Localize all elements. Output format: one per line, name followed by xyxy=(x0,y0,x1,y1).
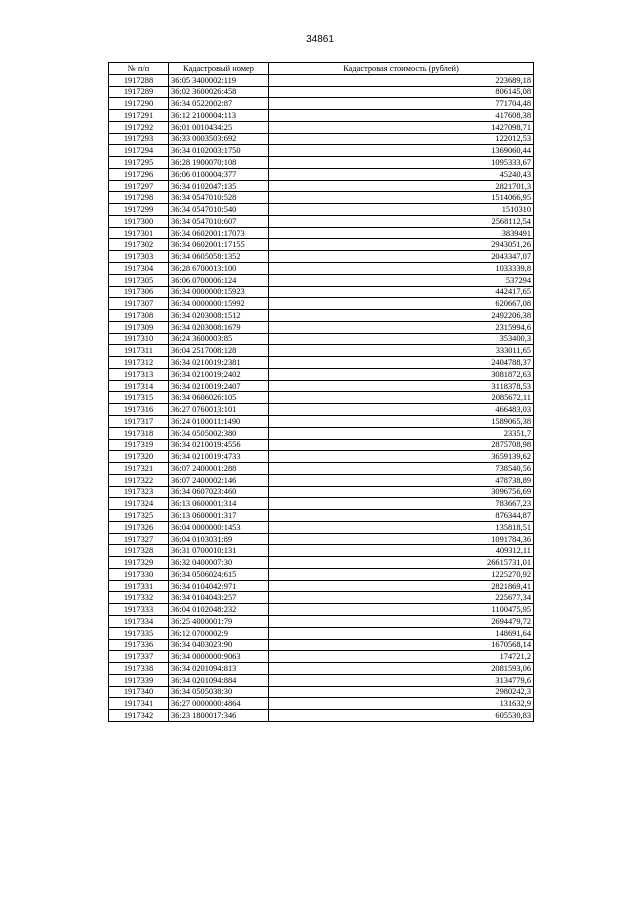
row-number-cell: 1917305 xyxy=(109,274,169,286)
row-number-cell: 1917317 xyxy=(109,415,169,427)
cadastral-value-cell: 605530,83 xyxy=(269,710,534,722)
page-number: 34861 xyxy=(306,34,334,45)
table-row xyxy=(109,686,534,698)
cadastral-number-cell: 36:34 0201094:884 xyxy=(169,674,269,686)
cadastral-number-cell: 36:34 0505002:380 xyxy=(169,427,269,439)
cadastral-number-cell: 36:24 0100011:1490 xyxy=(169,415,269,427)
cadastral-value-cell: 1670568,14 xyxy=(269,639,534,651)
table-row xyxy=(109,663,534,675)
cadastral-number-cell: 36:04 0103031:89 xyxy=(169,533,269,545)
table-row xyxy=(109,557,534,569)
table-row xyxy=(109,439,534,451)
table-row xyxy=(109,274,534,286)
cadastral-value-cell: 1095333,67 xyxy=(269,157,534,169)
row-number-cell: 1917288 xyxy=(109,74,169,86)
row-number-cell: 1917330 xyxy=(109,568,169,580)
cadastral-value-cell: 442417,65 xyxy=(269,286,534,298)
cadastral-number-cell: 36:34 0607023:460 xyxy=(169,486,269,498)
cadastral-number-cell: 36:24 3600003:85 xyxy=(169,333,269,345)
table-row xyxy=(109,239,534,251)
row-number-cell: 1917315 xyxy=(109,392,169,404)
row-number-cell: 1917342 xyxy=(109,710,169,722)
row-number-cell: 1917321 xyxy=(109,463,169,475)
table-row xyxy=(109,333,534,345)
cadastral-number-cell: 36:23 1800017:346 xyxy=(169,710,269,722)
cadastral-number-cell: 36:12 2100004:113 xyxy=(169,110,269,122)
cadastral-value-cell: 45240,43 xyxy=(269,168,534,180)
row-number-cell: 1917301 xyxy=(109,227,169,239)
cadastral-value-cell: 876344,87 xyxy=(269,510,534,522)
cadastral-value-cell: 417608,38 xyxy=(269,110,534,122)
row-number-cell: 1917319 xyxy=(109,439,169,451)
table-row xyxy=(109,392,534,404)
cadastral-number-cell: 36:04 0102048:232 xyxy=(169,604,269,616)
cadastral-value-cell: 1427098,71 xyxy=(269,121,534,133)
cadastral-number-cell: 36:32 0400007:30 xyxy=(169,557,269,569)
header-cadastral-value: Кадастровая стоимость (рублей) xyxy=(269,63,534,75)
row-number-cell: 1917332 xyxy=(109,592,169,604)
row-number-cell: 1917325 xyxy=(109,510,169,522)
table-row xyxy=(109,310,534,322)
row-number-cell: 1917307 xyxy=(109,298,169,310)
cadastral-value-cell: 537294 xyxy=(269,274,534,286)
cadastral-value-cell: 26615731,01 xyxy=(269,557,534,569)
table-row xyxy=(109,74,534,86)
cadastral-value-cell: 771704,48 xyxy=(269,98,534,110)
cadastral-value-cell: 2085672,11 xyxy=(269,392,534,404)
row-number-cell: 1917297 xyxy=(109,180,169,192)
cadastral-number-cell: 36:34 0102003:1750 xyxy=(169,145,269,157)
table-row xyxy=(109,368,534,380)
cadastral-number-cell: 36:34 0104042:971 xyxy=(169,580,269,592)
cadastral-value-cell: 122012,53 xyxy=(269,133,534,145)
table-row xyxy=(109,357,534,369)
table-row xyxy=(109,651,534,663)
table-row xyxy=(109,121,534,133)
cadastral-number-cell: 36:34 0605058:1352 xyxy=(169,251,269,263)
table-row xyxy=(109,451,534,463)
row-number-cell: 1917328 xyxy=(109,545,169,557)
table-row xyxy=(109,545,534,557)
cadastral-value-cell: 2694479,72 xyxy=(269,615,534,627)
cadastral-value-cell: 2821869,41 xyxy=(269,580,534,592)
cadastral-number-cell: 36:25 4000001:79 xyxy=(169,615,269,627)
cadastral-value-cell: 1369060,44 xyxy=(269,145,534,157)
row-number-cell: 1917322 xyxy=(109,474,169,486)
table-row xyxy=(109,427,534,439)
row-number-cell: 1917339 xyxy=(109,674,169,686)
row-number-cell: 1917326 xyxy=(109,521,169,533)
table-row xyxy=(109,615,534,627)
cadastral-number-cell: 36:13 0600001:317 xyxy=(169,510,269,522)
cadastral-number-cell: 36:06 0100004:377 xyxy=(169,168,269,180)
cadastral-value-cell: 620667,08 xyxy=(269,298,534,310)
row-number-cell: 1917338 xyxy=(109,663,169,675)
row-number-cell: 1917327 xyxy=(109,533,169,545)
row-number-cell: 1917294 xyxy=(109,145,169,157)
cadastral-number-cell: 36:34 0000000:15923 xyxy=(169,286,269,298)
cadastral-number-cell: 36:34 0547010:528 xyxy=(169,192,269,204)
table-row xyxy=(109,698,534,710)
row-number-cell: 1917290 xyxy=(109,98,169,110)
cadastral-number-cell: 36:34 0000000:15992 xyxy=(169,298,269,310)
row-number-cell: 1917295 xyxy=(109,157,169,169)
table-row xyxy=(109,168,534,180)
cadastral-value-cell: 223689,18 xyxy=(269,74,534,86)
cadastral-value-cell: 2404788,37 xyxy=(269,357,534,369)
cadastral-number-cell: 36:04 2517008:128 xyxy=(169,345,269,357)
cadastral-number-cell: 36:27 0000000:4864 xyxy=(169,698,269,710)
table-row xyxy=(109,486,534,498)
cadastral-number-cell: 36:04 0000000:1453 xyxy=(169,521,269,533)
cadastral-number-cell: 36:13 0600001:314 xyxy=(169,498,269,510)
cadastral-value-cell: 1100475,95 xyxy=(269,604,534,616)
row-number-cell: 1917292 xyxy=(109,121,169,133)
cadastral-value-cell: 3659139,62 xyxy=(269,451,534,463)
table-row xyxy=(109,110,534,122)
cadastral-value-cell: 738540,56 xyxy=(269,463,534,475)
cadastral-value-cell: 225677,34 xyxy=(269,592,534,604)
cadastral-value-cell: 148691,64 xyxy=(269,627,534,639)
cadastral-number-cell: 36:34 0210019:4556 xyxy=(169,439,269,451)
row-number-cell: 1917289 xyxy=(109,86,169,98)
row-number-cell: 1917296 xyxy=(109,168,169,180)
row-number-cell: 1917300 xyxy=(109,215,169,227)
cadastral-value-cell: 1225270,92 xyxy=(269,568,534,580)
row-number-cell: 1917291 xyxy=(109,110,169,122)
table-row xyxy=(109,592,534,604)
cadastral-value-cell: 783667,23 xyxy=(269,498,534,510)
cadastral-value-cell: 2568112,54 xyxy=(269,215,534,227)
row-number-cell: 1917313 xyxy=(109,368,169,380)
cadastral-number-cell: 36:12 0700002:9 xyxy=(169,627,269,639)
cadastral-number-cell: 36:34 0505038:30 xyxy=(169,686,269,698)
table-row xyxy=(109,215,534,227)
row-number-cell: 1917308 xyxy=(109,310,169,322)
table-row xyxy=(109,145,534,157)
cadastral-value-cell: 2492206,38 xyxy=(269,310,534,322)
table-row xyxy=(109,286,534,298)
table-row xyxy=(109,180,534,192)
cadastral-value-cell: 2081593,06 xyxy=(269,663,534,675)
table-header-row xyxy=(109,63,534,75)
header-cadastral-number: Кадастровый номер xyxy=(169,63,269,75)
cadastral-number-cell: 36:34 0210019:2381 xyxy=(169,357,269,369)
cadastral-number-cell: 36:34 0547010:540 xyxy=(169,204,269,216)
cadastral-number-cell: 36:34 0201094:813 xyxy=(169,663,269,675)
table-row xyxy=(109,157,534,169)
row-number-cell: 1917324 xyxy=(109,498,169,510)
row-number-cell: 1917299 xyxy=(109,204,169,216)
row-number-cell: 1917320 xyxy=(109,451,169,463)
cadastral-value-cell: 1033339,8 xyxy=(269,263,534,275)
table-row xyxy=(109,568,534,580)
table-row xyxy=(109,510,534,522)
table-body xyxy=(109,74,534,721)
cadastral-value-cell: 3839491 xyxy=(269,227,534,239)
table-row xyxy=(109,710,534,722)
cadastral-number-cell: 36:31 0700010:131 xyxy=(169,545,269,557)
table-row xyxy=(109,639,534,651)
cadastral-number-cell: 36:28 1900070:108 xyxy=(169,157,269,169)
cadastral-number-cell: 36:07 2400001:288 xyxy=(169,463,269,475)
cadastral-value-cell: 806145,08 xyxy=(269,86,534,98)
table-row xyxy=(109,463,534,475)
cadastral-number-cell: 36:34 0203008:1512 xyxy=(169,310,269,322)
cadastral-number-cell: 36:34 0104043:257 xyxy=(169,592,269,604)
cadastral-number-cell: 36:06 0700006:124 xyxy=(169,274,269,286)
cadastral-number-cell: 36:07 2400002:146 xyxy=(169,474,269,486)
table-row xyxy=(109,580,534,592)
cadastral-number-cell: 36:34 0102047:135 xyxy=(169,180,269,192)
cadastral-number-cell: 36:34 0000000:9063 xyxy=(169,651,269,663)
table-row xyxy=(109,521,534,533)
cadastral-value-cell: 131632,9 xyxy=(269,698,534,710)
table-row xyxy=(109,604,534,616)
cadastral-value-cell: 353400,3 xyxy=(269,333,534,345)
cadastral-value-table xyxy=(108,62,534,722)
row-number-cell: 1917340 xyxy=(109,686,169,698)
cadastral-value-cell: 1510310 xyxy=(269,204,534,216)
cadastral-value-cell: 466483,03 xyxy=(269,404,534,416)
row-number-cell: 1917341 xyxy=(109,698,169,710)
row-number-cell: 1917293 xyxy=(109,133,169,145)
cadastral-value-cell: 2943051,26 xyxy=(269,239,534,251)
row-number-cell: 1917329 xyxy=(109,557,169,569)
cadastral-number-cell: 36:27 0760013:101 xyxy=(169,404,269,416)
table-row xyxy=(109,298,534,310)
table-row xyxy=(109,627,534,639)
row-number-cell: 1917335 xyxy=(109,627,169,639)
cadastral-number-cell: 36:34 0602001:17073 xyxy=(169,227,269,239)
row-number-cell: 1917303 xyxy=(109,251,169,263)
cadastral-value-cell: 2043347,07 xyxy=(269,251,534,263)
cadastral-number-cell: 36:28 6700013:100 xyxy=(169,263,269,275)
row-number-cell: 1917323 xyxy=(109,486,169,498)
cadastral-number-cell: 36:01 0010434:25 xyxy=(169,121,269,133)
table-row xyxy=(109,133,534,145)
row-number-cell: 1917318 xyxy=(109,427,169,439)
cadastral-value-cell: 2821701,3 xyxy=(269,180,534,192)
cadastral-value-cell: 174721,2 xyxy=(269,651,534,663)
row-number-cell: 1917333 xyxy=(109,604,169,616)
cadastral-value-cell: 3134779,6 xyxy=(269,674,534,686)
cadastral-number-cell: 36:34 0602001:17155 xyxy=(169,239,269,251)
table-row xyxy=(109,192,534,204)
header-row-number: № п/п xyxy=(109,63,169,75)
cadastral-value-cell: 1091784,36 xyxy=(269,533,534,545)
row-number-cell: 1917306 xyxy=(109,286,169,298)
cadastral-number-cell: 36:34 0203008:1679 xyxy=(169,321,269,333)
cadastral-number-cell: 36:34 0547010:607 xyxy=(169,215,269,227)
cadastral-value-cell: 3118378,53 xyxy=(269,380,534,392)
row-number-cell: 1917302 xyxy=(109,239,169,251)
table-row xyxy=(109,404,534,416)
row-number-cell: 1917298 xyxy=(109,192,169,204)
cadastral-number-cell: 36:05 3400002:119 xyxy=(169,74,269,86)
row-number-cell: 1917309 xyxy=(109,321,169,333)
table-row xyxy=(109,321,534,333)
row-number-cell: 1917304 xyxy=(109,263,169,275)
cadastral-value-cell: 135818,51 xyxy=(269,521,534,533)
cadastral-value-cell: 1589065,38 xyxy=(269,415,534,427)
row-number-cell: 1917311 xyxy=(109,345,169,357)
cadastral-number-cell: 36:34 0522002:87 xyxy=(169,98,269,110)
cadastral-number-cell: 36:34 0606026:105 xyxy=(169,392,269,404)
cadastral-number-cell: 36:34 0403023:90 xyxy=(169,639,269,651)
row-number-cell: 1917316 xyxy=(109,404,169,416)
table-row xyxy=(109,474,534,486)
cadastral-number-cell: 36:34 0210019:4733 xyxy=(169,451,269,463)
cadastral-value-cell: 478738,89 xyxy=(269,474,534,486)
cadastral-number-cell: 36:34 0506024:615 xyxy=(169,568,269,580)
table-row xyxy=(109,498,534,510)
row-number-cell: 1917312 xyxy=(109,357,169,369)
row-number-cell: 1917336 xyxy=(109,639,169,651)
cadastral-value-cell: 333011,65 xyxy=(269,345,534,357)
cadastral-value-cell: 2875708,98 xyxy=(269,439,534,451)
row-number-cell: 1917310 xyxy=(109,333,169,345)
row-number-cell: 1917337 xyxy=(109,651,169,663)
table-row xyxy=(109,345,534,357)
cadastral-value-cell: 3081872,63 xyxy=(269,368,534,380)
table-row xyxy=(109,86,534,98)
cadastral-value-cell: 1514066,95 xyxy=(269,192,534,204)
table-row xyxy=(109,98,534,110)
table-row xyxy=(109,674,534,686)
table-row xyxy=(109,380,534,392)
cadastral-number-cell: 36:33 0003503:692 xyxy=(169,133,269,145)
cadastral-value-cell: 409312,11 xyxy=(269,545,534,557)
table-row xyxy=(109,227,534,239)
cadastral-value-cell: 2315994,6 xyxy=(269,321,534,333)
table-row xyxy=(109,263,534,275)
table-row xyxy=(109,415,534,427)
table-row xyxy=(109,204,534,216)
cadastral-number-cell: 36:34 0210019:2402 xyxy=(169,368,269,380)
row-number-cell: 1917331 xyxy=(109,580,169,592)
cadastral-number-cell: 36:02 3600026:458 xyxy=(169,86,269,98)
row-number-cell: 1917334 xyxy=(109,615,169,627)
table-row xyxy=(109,533,534,545)
row-number-cell: 1917314 xyxy=(109,380,169,392)
cadastral-value-cell: 3096756,69 xyxy=(269,486,534,498)
table-row xyxy=(109,251,534,263)
cadastral-number-cell: 36:34 0210019:2407 xyxy=(169,380,269,392)
cadastral-value-cell: 23351,7 xyxy=(269,427,534,439)
cadastral-value-cell: 2980242,3 xyxy=(269,686,534,698)
